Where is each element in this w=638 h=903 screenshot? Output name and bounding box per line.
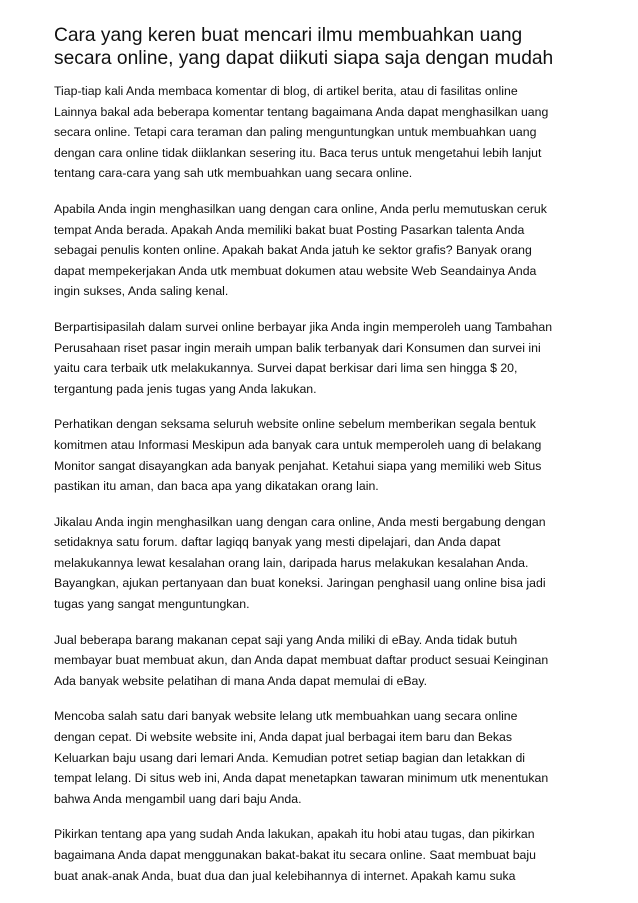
paragraph-line: tugas yang sangat menguntungkan. bbox=[54, 597, 250, 612]
paragraph-line: secara online. Tetapi cara teraman dan paling menguntungkan untuk membuahkan uang bbox=[54, 125, 537, 140]
paragraph-line: tergantung pada jenis tugas yang Anda lakukan. bbox=[54, 381, 317, 396]
paragraph-line: tentang cara-cara yang sah utk membuahkan uang secara online. bbox=[54, 166, 413, 181]
paragraph-line: tempat lelang. Di situs web ini, Anda dapat menetapkan tawaran minimum utk menentukan bbox=[54, 771, 549, 786]
paragraph-line: Berpartisipasilah dalam survei online berbayar jika Anda ingin memperoleh uang Tambahan bbox=[54, 319, 553, 334]
paragraph bbox=[54, 414, 598, 496]
paragraph-line: Perhatikan dengan seksama seluruh website online sebelum memberikan segala bentuk bbox=[54, 417, 536, 432]
title-line: Cara yang keren buat mencari ilmu membuahkan uang bbox=[54, 25, 523, 46]
paragraph-line: pastikan itu aman, dan baca apa yang dikatakan orang lain. bbox=[54, 479, 379, 494]
paragraph bbox=[54, 630, 598, 692]
document-title bbox=[54, 24, 598, 70]
paragraph-line: Pikirkan tentang apa yang sudah Anda lakukan, apakah itu hobi atau tugas, dan pikirkan bbox=[54, 827, 535, 842]
paragraph-line: dengan cepat. Di website website ini, Anda dapat jual berbagai item baru dan Bekas bbox=[54, 730, 513, 745]
paragraph-line: bagaimana Anda dapat menggunakan bakat-bakat itu secara online. Saat membuat baju bbox=[54, 848, 536, 862]
paragraph-line: Mencoba salah satu dari banyak website lelang utk membuahkan uang secara online bbox=[54, 709, 518, 724]
paragraph-line: Ada banyak website pelatihan di mana Anda dapat memulai di eBay. bbox=[54, 673, 428, 688]
paragraph-line: bahwa Anda mengambil uang dari baju Anda. bbox=[54, 791, 302, 806]
paragraph bbox=[54, 706, 598, 809]
paragraph-line: ingin sukses, Anda saling kenal. bbox=[54, 284, 229, 299]
paragraph-line: Lainnya bakal ada beberapa komentar tentang bagaimana Anda dapat menghasilkan uang bbox=[54, 104, 549, 119]
paragraph-line: Keluarkan baju usang dari lemari Anda. Kemudian potret setiap bagian dan letakkan di bbox=[54, 750, 526, 765]
paragraph bbox=[54, 317, 598, 399]
paragraph-line: dengan cara online tidak diiklankan sesering itu. Baca terus untuk mengetahui lebih lanjut bbox=[54, 145, 542, 160]
paragraph-line: Bayangkan, ajukan pertanyaan dan buat koneksi. Jaringan penghasil uang online bisa jadi bbox=[54, 576, 546, 591]
paragraph-line: Monitor sangat disayangkan ada banyak penjahat. Ketahui siapa yang memiliki web Situs bbox=[54, 458, 542, 473]
paragraph-line: sebagai penulis konten online. Apakah bakat Anda jatuh ke sektor grafis? Banyak orang bbox=[54, 243, 532, 258]
paragraph-line: Perusahaan riset pasar ingin meraih umpan balik terbanyak dari Konsumen dan survei ini bbox=[54, 340, 541, 355]
paragraph-line: Apabila Anda ingin menghasilkan uang dengan cara online, Anda perlu memutuskan ceruk bbox=[54, 201, 547, 216]
paragraph bbox=[54, 512, 598, 615]
paragraph-line: Jual beberapa barang makanan cepat saji yang Anda miliki di eBay. Anda tidak butuh bbox=[54, 632, 518, 647]
paragraph-line: membayar buat membuat akun, dan Anda dapat membuat daftar product sesuai Keinginan bbox=[54, 653, 549, 668]
paragraph bbox=[54, 824, 598, 886]
paragraph-line: tempat Anda berada. Apakah Anda memiliki bakat buat Posting Pasarkan talenta Anda bbox=[54, 222, 525, 237]
paragraph bbox=[54, 81, 598, 184]
paragraph-line: yaitu cara terbaik utk melakukannya. Survei dapat berkisar dari lima sen hingga $ 20, bbox=[54, 361, 518, 376]
paragraph-line: melakukannya lewat kesalahan orang lain, daripada harus melakukan kesalahan Anda. bbox=[54, 555, 529, 570]
paragraph-line: Jikalau Anda ingin menghasilkan uang dengan cara online, Anda mesti bergabung dengan bbox=[54, 514, 546, 529]
paragraph-line: komitmen atau Informasi Meskipun ada banyak cara untuk memperoleh uang di belakang bbox=[54, 437, 542, 452]
title-line: secara online, yang dapat diikuti siapa saja dengan mudah bbox=[54, 48, 554, 69]
paragraph bbox=[54, 199, 598, 302]
paragraph-line: dapat mempekerjakan Anda utk membuat dokumen atau website Web Seandainya Anda bbox=[54, 263, 537, 278]
paragraph-line: Tiap-tiap kali Anda membaca komentar di blog, di artikel berita, atau di fasilitas online bbox=[54, 84, 518, 98]
paragraph-line: setidaknya satu forum. daftar lagiqq banyak yang mesti dipelajari, dan Anda dapat bbox=[54, 535, 501, 550]
paragraph-line: buat anak-anak Anda, buat dua dan jual kelebihannya di internet. Apakah kamu suka bbox=[54, 868, 516, 883]
